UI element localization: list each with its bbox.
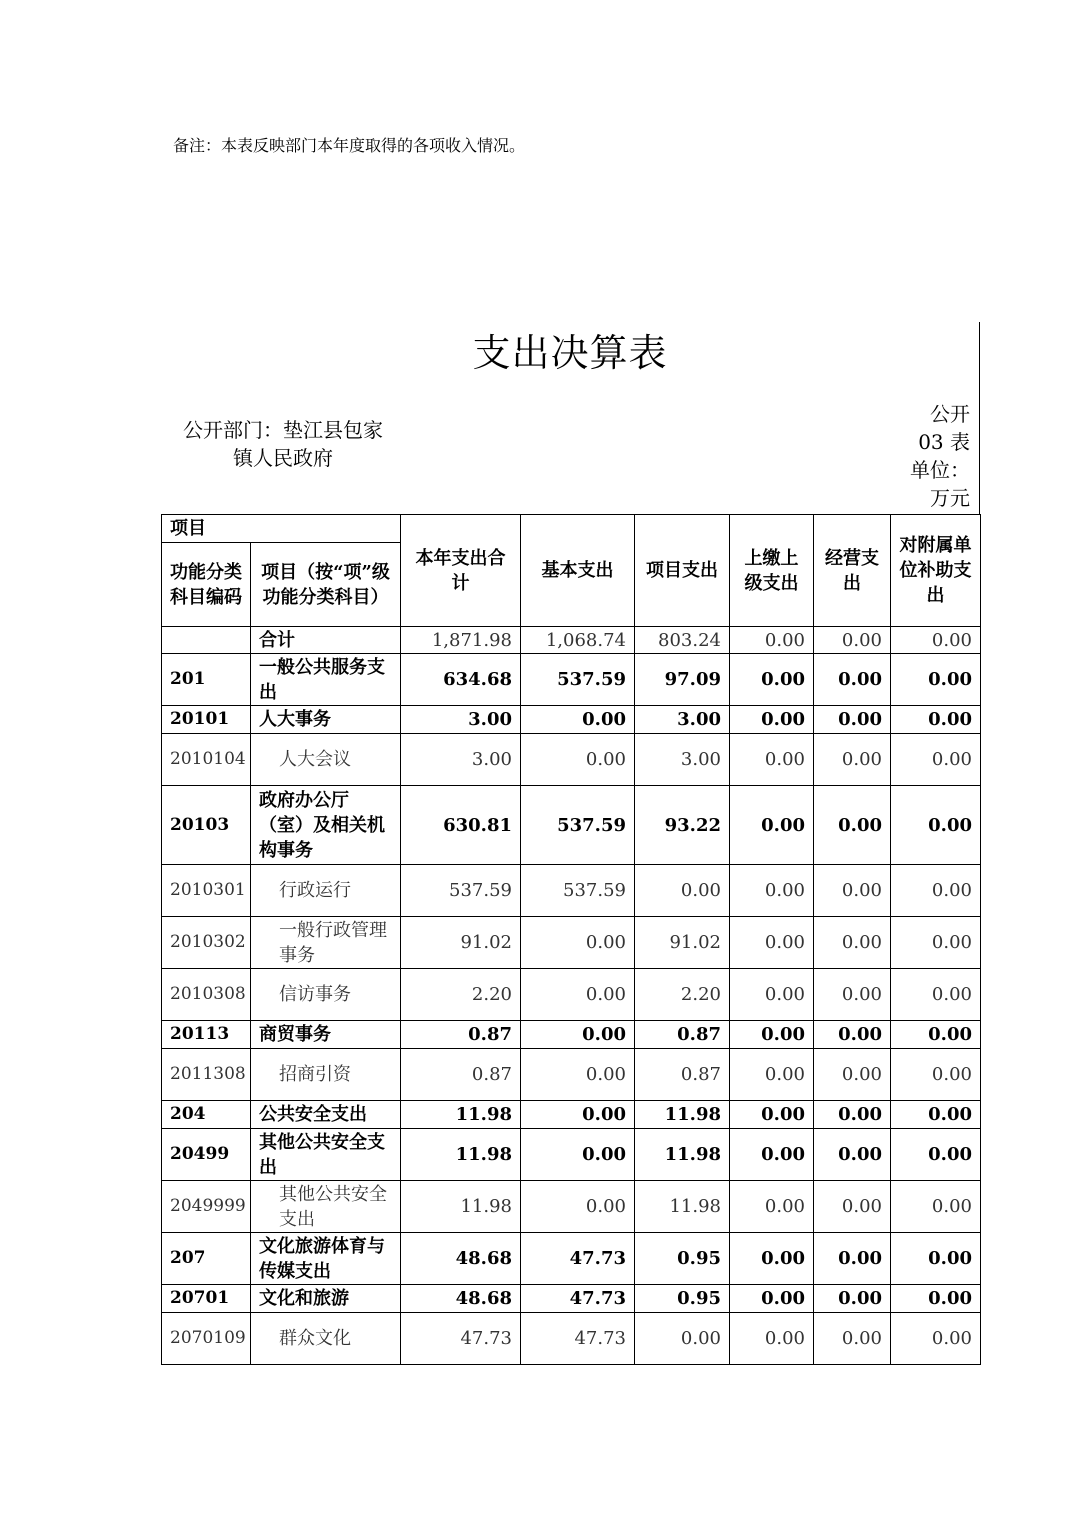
row-value: 0.00 xyxy=(814,1049,891,1101)
row-value: 0.00 xyxy=(814,1129,891,1181)
total-value: 1,068.74 xyxy=(521,627,635,654)
row-value: 0.00 xyxy=(814,1285,891,1313)
row-name: 商贸事务 xyxy=(251,1021,401,1049)
row-value: 91.02 xyxy=(635,917,730,969)
row-code: 2011308 xyxy=(162,1049,251,1101)
row-name: 其他公共安全支出 xyxy=(251,1181,401,1233)
row-code: 2010301 xyxy=(162,865,251,917)
row-value: 97.09 xyxy=(635,654,730,706)
row-value: 0.00 xyxy=(814,654,891,706)
row-value: 0.00 xyxy=(891,969,981,1021)
row-value: 48.68 xyxy=(401,1285,521,1313)
row-name: 政府办公厅（室）及相关机构事务 xyxy=(251,786,401,865)
row-value: 0.00 xyxy=(730,706,814,734)
row-value: 537.59 xyxy=(521,865,635,917)
row-value: 0.95 xyxy=(635,1233,730,1285)
row-code: 20113 xyxy=(162,1021,251,1049)
row-value: 3.00 xyxy=(401,734,521,786)
row-value: 47.73 xyxy=(401,1313,521,1365)
row-code: 207 xyxy=(162,1233,251,1285)
row-name: 文化旅游体育与传媒支出 xyxy=(251,1233,401,1285)
row-value: 0.00 xyxy=(730,1233,814,1285)
table-row xyxy=(162,706,981,734)
header-upper: 上缴上级支出 xyxy=(730,515,814,627)
row-code: 204 xyxy=(162,1101,251,1129)
row-value: 0.00 xyxy=(521,734,635,786)
row-value: 0.00 xyxy=(891,1181,981,1233)
row-value: 0.00 xyxy=(891,1129,981,1181)
row-value: 0.00 xyxy=(521,1101,635,1129)
table-row xyxy=(162,1181,981,1233)
row-value: 0.00 xyxy=(730,654,814,706)
row-value: 0.00 xyxy=(814,1313,891,1365)
row-value: 0.00 xyxy=(521,969,635,1021)
row-value: 0.95 xyxy=(635,1285,730,1313)
table-row xyxy=(162,865,981,917)
header-project-group: 项目 xyxy=(162,515,401,543)
form-number-line2: 03 表 xyxy=(918,430,970,454)
row-value: 91.02 xyxy=(401,917,521,969)
row-code: 20101 xyxy=(162,706,251,734)
table-row xyxy=(162,654,981,706)
row-value: 0.00 xyxy=(891,917,981,969)
row-value: 0.00 xyxy=(814,1101,891,1129)
row-name: 一般行政管理事务 xyxy=(251,917,401,969)
row-value: 0.00 xyxy=(730,969,814,1021)
total-code xyxy=(162,627,251,654)
header-project: 项目支出 xyxy=(635,515,730,627)
row-value: 0.00 xyxy=(814,786,891,865)
row-name: 人大事务 xyxy=(251,706,401,734)
row-value: 11.98 xyxy=(401,1129,521,1181)
row-value: 47.73 xyxy=(521,1313,635,1365)
row-value: 0.00 xyxy=(814,865,891,917)
row-value: 634.68 xyxy=(401,654,521,706)
table-row xyxy=(162,1101,981,1129)
row-name: 其他公共安全支出 xyxy=(251,1129,401,1181)
row-value: 0.00 xyxy=(814,734,891,786)
footnote: 备注：本表反映部门本年度取得的各项收入情况。 xyxy=(173,136,526,155)
form-number-line1: 公开 xyxy=(930,402,970,426)
row-value: 0.00 xyxy=(891,1313,981,1365)
total-value: 1,871.98 xyxy=(401,627,521,654)
row-value: 537.59 xyxy=(521,786,635,865)
row-value: 0.00 xyxy=(730,1313,814,1365)
row-value: 0.00 xyxy=(730,1049,814,1101)
row-value: 48.68 xyxy=(401,1233,521,1285)
row-value: 0.00 xyxy=(730,1129,814,1181)
header-business: 经营支出 xyxy=(814,515,891,627)
row-value: 93.22 xyxy=(635,786,730,865)
row-value: 0.00 xyxy=(730,734,814,786)
table-row xyxy=(162,1049,981,1101)
row-value: 0.00 xyxy=(814,917,891,969)
row-value: 11.98 xyxy=(635,1129,730,1181)
row-value: 0.00 xyxy=(730,1101,814,1129)
department-label-line1: 公开部门：垫江县包家 xyxy=(183,418,383,442)
table-row xyxy=(162,1285,981,1313)
expenditure-table xyxy=(161,514,981,1365)
department-label xyxy=(173,416,393,472)
row-value: 0.87 xyxy=(635,1021,730,1049)
row-code: 2010308 xyxy=(162,969,251,1021)
row-value: 630.81 xyxy=(401,786,521,865)
header-basic: 基本支出 xyxy=(521,515,635,627)
total-value: 0.00 xyxy=(814,627,891,654)
row-value: 11.98 xyxy=(401,1181,521,1233)
row-name: 招商引资 xyxy=(251,1049,401,1101)
row-name: 公共安全支出 xyxy=(251,1101,401,1129)
row-value: 0.87 xyxy=(401,1021,521,1049)
row-name: 行政运行 xyxy=(251,865,401,917)
row-value: 0.00 xyxy=(814,1233,891,1285)
row-value: 537.59 xyxy=(401,865,521,917)
row-value: 0.00 xyxy=(891,1021,981,1049)
row-value: 0.00 xyxy=(521,706,635,734)
row-value: 0.00 xyxy=(521,1021,635,1049)
row-code: 201 xyxy=(162,654,251,706)
row-value: 0.00 xyxy=(730,1021,814,1049)
department-label-line2: 镇人民政府 xyxy=(233,446,333,470)
row-value: 2.20 xyxy=(635,969,730,1021)
row-name: 一般公共服务支出 xyxy=(251,654,401,706)
row-value: 11.98 xyxy=(635,1181,730,1233)
row-value: 0.00 xyxy=(891,1101,981,1129)
total-value: 803.24 xyxy=(635,627,730,654)
table-row xyxy=(162,734,981,786)
total-value: 0.00 xyxy=(730,627,814,654)
row-code: 2010302 xyxy=(162,917,251,969)
row-code: 20499 xyxy=(162,1129,251,1181)
row-value: 0.00 xyxy=(521,1181,635,1233)
row-value: 0.00 xyxy=(891,786,981,865)
form-unit-label xyxy=(896,400,970,512)
row-code: 20103 xyxy=(162,786,251,865)
total-row xyxy=(162,627,981,654)
unit-line2: 万元 xyxy=(930,486,970,510)
row-value: 3.00 xyxy=(635,734,730,786)
row-value: 3.00 xyxy=(635,706,730,734)
row-name: 群众文化 xyxy=(251,1313,401,1365)
row-value: 0.87 xyxy=(635,1049,730,1101)
table-row xyxy=(162,1129,981,1181)
table-row xyxy=(162,1021,981,1049)
row-value: 11.98 xyxy=(401,1101,521,1129)
table-body xyxy=(162,627,981,1365)
row-value: 0.87 xyxy=(401,1049,521,1101)
row-value: 0.00 xyxy=(891,1285,981,1313)
row-value: 0.00 xyxy=(814,1181,891,1233)
row-value: 0.00 xyxy=(814,969,891,1021)
row-value: 47.73 xyxy=(521,1285,635,1313)
row-value: 0.00 xyxy=(521,1049,635,1101)
row-value: 0.00 xyxy=(891,1049,981,1101)
page-title: 支出决算表 xyxy=(472,331,668,375)
row-code: 20701 xyxy=(162,1285,251,1313)
table-row xyxy=(162,1313,981,1365)
row-value: 0.00 xyxy=(635,865,730,917)
row-value: 0.00 xyxy=(730,865,814,917)
row-value: 0.00 xyxy=(891,706,981,734)
total-label: 合计 xyxy=(251,627,401,654)
row-value: 3.00 xyxy=(401,706,521,734)
row-value: 0.00 xyxy=(635,1313,730,1365)
header-subsidy: 对附属单位补助支出 xyxy=(891,515,981,627)
row-code: 2049999 xyxy=(162,1181,251,1233)
divider xyxy=(979,322,980,514)
table-row xyxy=(162,969,981,1021)
row-value: 2.20 xyxy=(401,969,521,1021)
row-value: 11.98 xyxy=(635,1101,730,1129)
row-value: 0.00 xyxy=(891,734,981,786)
table-row xyxy=(162,1233,981,1285)
unit-line1: 单位： xyxy=(910,458,970,482)
row-value: 0.00 xyxy=(891,865,981,917)
row-name: 信访事务 xyxy=(251,969,401,1021)
row-value: 0.00 xyxy=(814,706,891,734)
row-code: 2070109 xyxy=(162,1313,251,1365)
row-code: 2010104 xyxy=(162,734,251,786)
header-code: 功能分类科目编码 xyxy=(162,543,251,627)
row-name: 文化和旅游 xyxy=(251,1285,401,1313)
row-value: 0.00 xyxy=(891,654,981,706)
row-value: 0.00 xyxy=(521,917,635,969)
header-name: 项目（按“项”级功能分类科目） xyxy=(251,543,401,627)
row-value: 0.00 xyxy=(730,1285,814,1313)
table-row xyxy=(162,917,981,969)
row-value: 0.00 xyxy=(814,1021,891,1049)
row-value: 537.59 xyxy=(521,654,635,706)
row-value: 0.00 xyxy=(730,1181,814,1233)
row-value: 0.00 xyxy=(730,786,814,865)
row-value: 0.00 xyxy=(891,1233,981,1285)
row-value: 0.00 xyxy=(730,917,814,969)
row-name: 人大会议 xyxy=(251,734,401,786)
table-row xyxy=(162,786,981,865)
row-value: 47.73 xyxy=(521,1233,635,1285)
header-total: 本年支出合计 xyxy=(401,515,521,627)
total-value: 0.00 xyxy=(891,627,981,654)
row-value: 0.00 xyxy=(521,1129,635,1181)
